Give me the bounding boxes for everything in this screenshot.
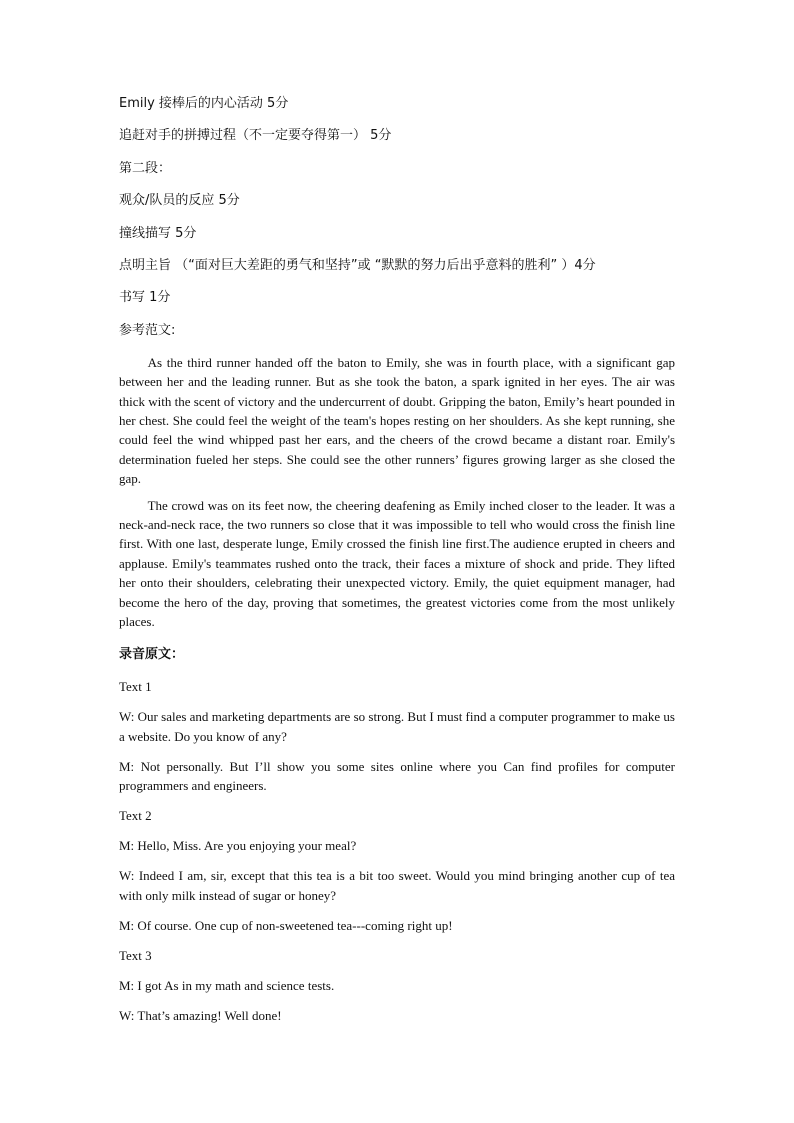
rubric-line-finish-description: 撞线描写 5分 <box>119 225 197 241</box>
rubric-line-inner-thoughts: Emily 接棒后的内心活动 5分 <box>119 96 289 111</box>
text-2-label: Text 2 <box>119 808 152 824</box>
text-2-line-3: M: Of course. One cup of non-sweetened tea---coming right up! <box>119 917 453 933</box>
rubric-line-theme: 点明主旨 （“面对巨大差距的勇气和坚持”或 “默默的努力后出乎意料的胜利” ）4分 <box>119 257 596 273</box>
text-2-line-1: M: Hello, Miss. Are you enjoying your meal? <box>119 838 357 854</box>
essay-paragraph-2: The crowd was on its feet now, the cheering deafening as Emily inched closer to the leader. It was a neck-and-neck race, the two runners so close that it was impossible to tell who would cross the finish line first. With one last, desperate lunge, Emily crossed the finish line first.The audience erupted in cheers and applause. Emily's teammates rushed onto the track, their faces a mixture of shock and pride. They lifted her onto their shoulders, celebrating their unexpected victory. Emily, the quiet equipment manager, had become the hero of the day, proving that sometimes, the greatest victories come from the most unlikely places. <box>119 497 675 630</box>
text-2-line-2: W: Indeed I am, sir, except that this tea is a bit too sweet. Would you mind bringing another cup of tea with only milk instead of sugar or honey? <box>119 868 675 903</box>
essay-paragraph-1: As the third runner handed off the baton to Emily, she was in fourth place, with a significant gap between her and the leading runner. But as she took the baton, a spark ignited in her eyes. The air was thick with the scent of victory and the undercurrent of doubt. Gripping the baton, Emily’s heart pounded in her chest. She could feel the weight of the team's hopes resting on her shoulders. As she kept running, she could feel the wind whipped past her ears, and the cheers of the crowd became a distant roar. Emily's determination fueled her steps. She could see the other runners’ figures growing larger as she closed the gap. <box>119 354 675 487</box>
rubric-line-audience-reaction: 观众/队员的反应 5分 <box>119 193 240 209</box>
text-1-line-1: W: Our sales and marketing departments are so strong. But I must find a computer programmer to make us a website. Do you know of any? <box>119 709 675 744</box>
rubric-line-second-paragraph: 第二段： <box>119 160 172 176</box>
transcript-heading: 录音原文： <box>119 647 185 663</box>
sample-essay-heading: 参考范文: <box>119 322 176 338</box>
text-3-label: Text 3 <box>119 947 152 963</box>
text-1-line-2: M: Not personally. But I’ll show you some sites online where you Can find profiles for computer programmers and engineers. <box>119 758 675 794</box>
page-content <box>119 92 675 1036</box>
rubric-line-handwriting: 书写 1分 <box>119 290 171 306</box>
rubric-line-chase-process: 追赶对手的拼搏过程（不一定要夺得第一） 5分 <box>119 128 392 144</box>
text-3-line-2: W: That’s amazing! Well done! <box>119 1007 282 1023</box>
text-1-label: Text 1 <box>119 679 152 695</box>
text-3-line-1: M: I got As in my math and science tests. <box>119 977 335 993</box>
